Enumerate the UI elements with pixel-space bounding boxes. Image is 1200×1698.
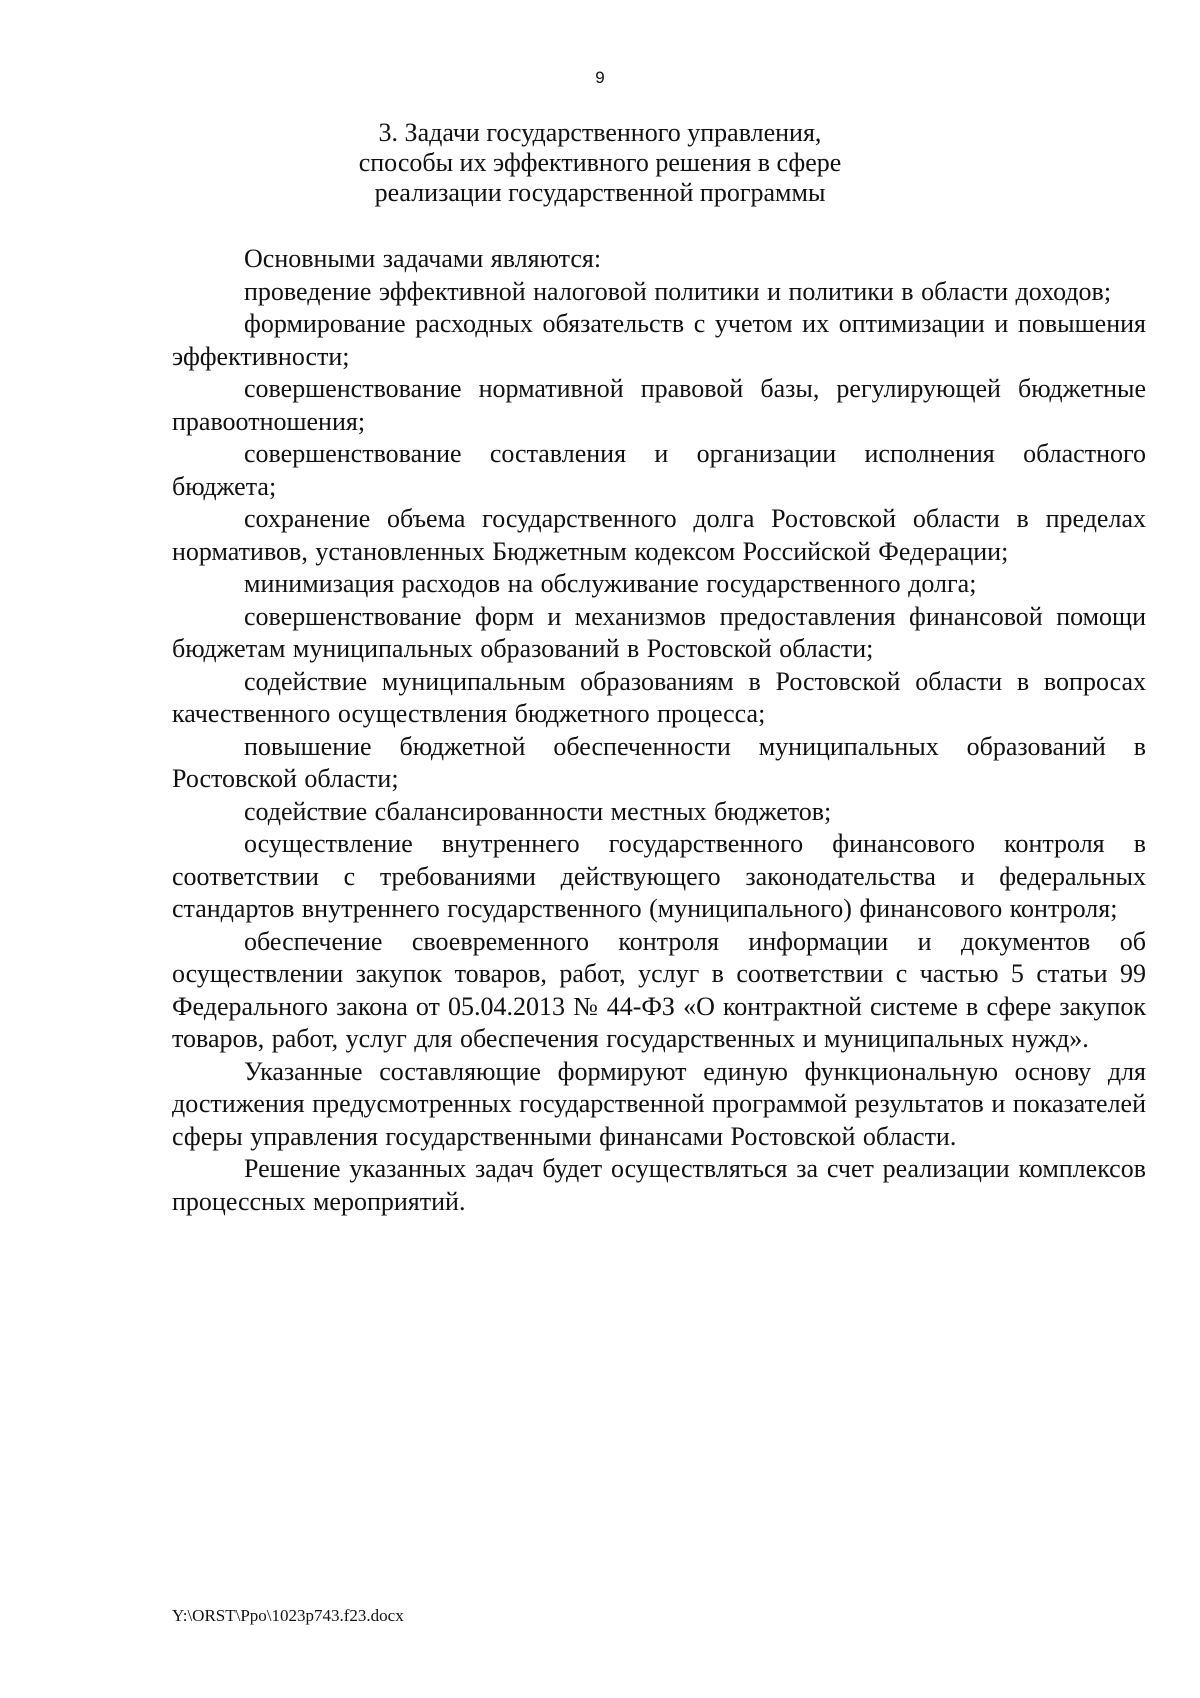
section-heading — [0, 118, 1200, 208]
heading-line: способы их эффективного решения в сфере — [358, 148, 842, 177]
file-path-footer: Y:\ORST\Ppo\1023p743.f23.docx — [172, 1606, 404, 1625]
task-item: формирование расходных обязательств с учетом их оптимизации и повышения эффективности; — [172, 309, 1146, 371]
page-number: 9 — [595, 68, 605, 87]
task-item: осуществление внутреннего государственного финансового контроля в соответствии с требованиями действующего законодательства и федеральных стандартов внутреннего государственного (муниципального) финансового контроля; — [172, 829, 1146, 923]
document-body — [172, 243, 1146, 1218]
task-item: минимизация расходов на обслуживание государственного долга; — [244, 569, 977, 598]
heading-line: реализации государственной программы — [374, 178, 826, 207]
task-item: содействие сбалансированности местных бюджетов; — [244, 796, 832, 826]
conclusion-paragraph: Решение указанных задач будет осуществляться за счет реализации комплексов процессных мероприятий. — [172, 1154, 1146, 1216]
task-item: проведение эффективной налоговой политики и политики в области доходов; — [244, 276, 1112, 306]
summary-paragraph: Указанные составляющие формируют единую функциональную основу для достижения предусмотренных государственной программой результатов и показателей сферы управления государственными финансами Ростовской области. — [172, 1056, 1146, 1151]
task-item: сохранение объема государственного долга Ростовской области в пределах нормативов, установленных Бюджетным кодексом Российской Федерации; — [172, 504, 1146, 566]
task-item: содействие муниципальным образованиям в Ростовской области в вопросах качественного осуществления бюджетного процесса; — [172, 666, 1146, 728]
heading-line: 3. Задачи государственного управления, — [378, 118, 822, 147]
task-item: совершенствование нормативной правовой базы, регулирующей бюджетные правоотношения; — [172, 374, 1146, 436]
task-item: совершенствование форм и механизмов предоставления финансовой помощи бюджетам муниципальных образований в Ростовской области; — [172, 601, 1146, 663]
task-item: повышение бюджетной обеспеченности муниципальных образований в Ростовской области; — [172, 731, 1146, 793]
task-item: совершенствование составления и организации исполнения областного бюджета; — [172, 439, 1146, 501]
task-item: обеспечение своевременного контроля информации и документов об осуществлении закупок товаров, работ, услуг в соответствии с частью 5 статьи 99 Федерального закона от 05.04.2013 № 44-ФЗ «О контрактной системе в сфере закупок товаров, работ, услуг для обеспечения государственных и муниципальных нужд». — [172, 926, 1146, 1053]
intro-paragraph: Основными задачами являются: — [244, 244, 602, 273]
